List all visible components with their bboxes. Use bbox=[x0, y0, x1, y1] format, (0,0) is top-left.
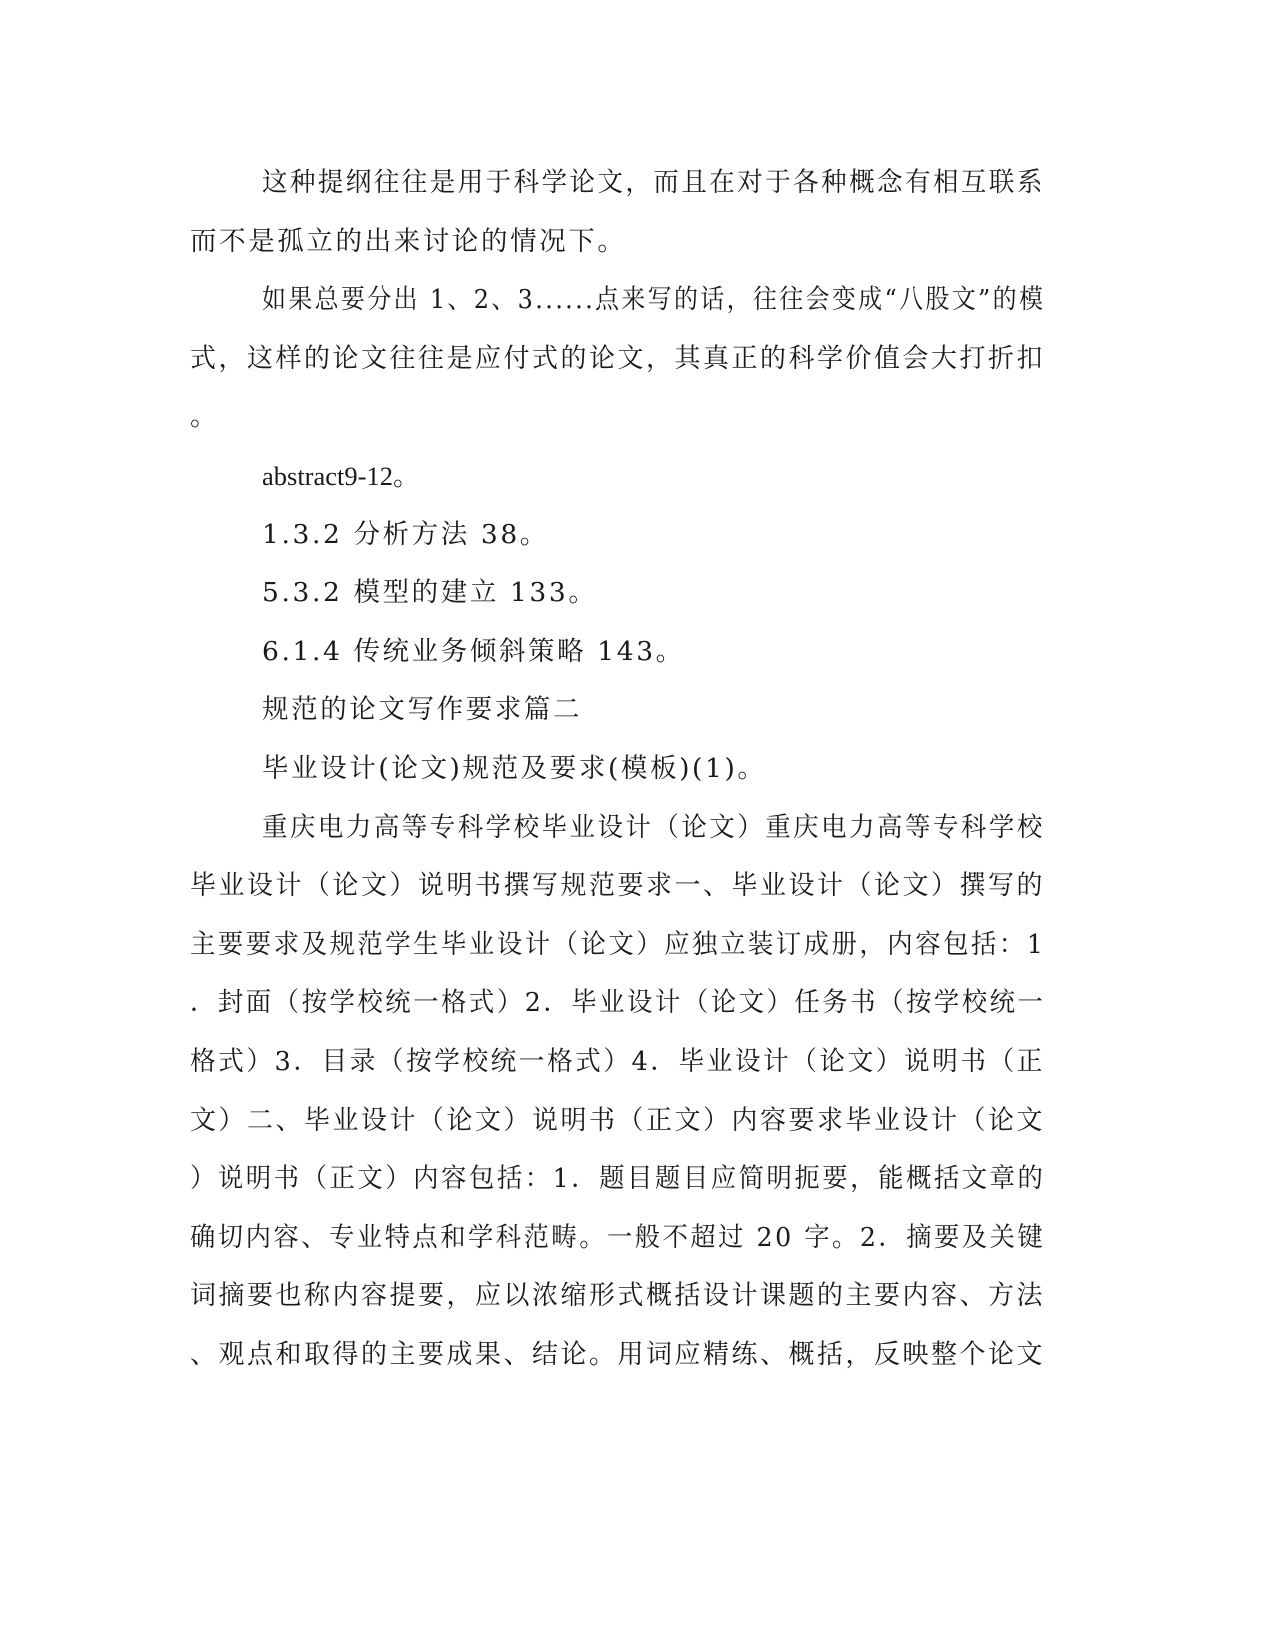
paragraph-line: abstract9-12。 bbox=[262, 461, 420, 491]
section-heading: 规范的论文写作要求篇二 bbox=[262, 694, 583, 725]
toc-line: 1.3.2 分析方法 38。 bbox=[262, 519, 549, 550]
paragraph-line: ．封面（按学校统一格式）2．毕业设计（论文）任务书（按学校统一 bbox=[190, 987, 1046, 1018]
paragraph-line: 词摘要也称内容提要，应以浓缩形式概括设计课题的主要内容、方法 bbox=[190, 1280, 1046, 1311]
paragraph-line: 主要要求及规范学生毕业设计（论文）应独立装订成册，内容包括：1 bbox=[190, 929, 1046, 960]
paragraph-line: 文）二、毕业设计（论文）说明书（正文）内容要求毕业设计（论文 bbox=[190, 1105, 1046, 1136]
paragraph-line: 、观点和取得的主要成果、结论。用词应精练、概括，反映整个论文 bbox=[190, 1339, 1046, 1370]
paragraph-line: 而不是孤立的出来讨论的情况下。 bbox=[190, 226, 627, 257]
paragraph-line: 重庆电力高等专科学校毕业设计（论文）重庆电力高等专科学校 bbox=[262, 812, 1045, 843]
paragraph-line: 这种提纲往往是用于科学论文，而且在对于各种概念有相互联系 bbox=[262, 167, 1045, 198]
section-subtitle: 毕业设计(论文)规范及要求(模板)(1)。 bbox=[262, 753, 767, 784]
paragraph-line: 如果总要分出 1、2、3......点来写的话，往往会变成“八股文”的模 bbox=[262, 284, 1046, 315]
paragraph-line: 式，这样的论文往往是应付式的论文，其真正的科学价值会大打折扣 bbox=[190, 343, 1046, 374]
toc-line: 6.1.4 传统业务倾斜策略 143。 bbox=[262, 636, 685, 667]
toc-line: 5.3.2 模型的建立 133。 bbox=[262, 577, 598, 608]
paragraph-line: 毕业设计（论文）说明书撰写规范要求一、毕业设计（论文）撰写的 bbox=[190, 870, 1046, 901]
paragraph-line: 。 bbox=[190, 401, 220, 432]
paragraph-line: 格式）3．目录（按学校统一格式）4．毕业设计（论文）说明书（正 bbox=[190, 1046, 1045, 1077]
paragraph-line: ）说明书（正文）内容包括：1．题目题目应简明扼要，能概括文章的 bbox=[190, 1163, 1046, 1194]
paragraph-line: 确切内容、专业特点和学科范畴。一般不超过 20 字。2．摘要及关键 bbox=[190, 1222, 1046, 1253]
